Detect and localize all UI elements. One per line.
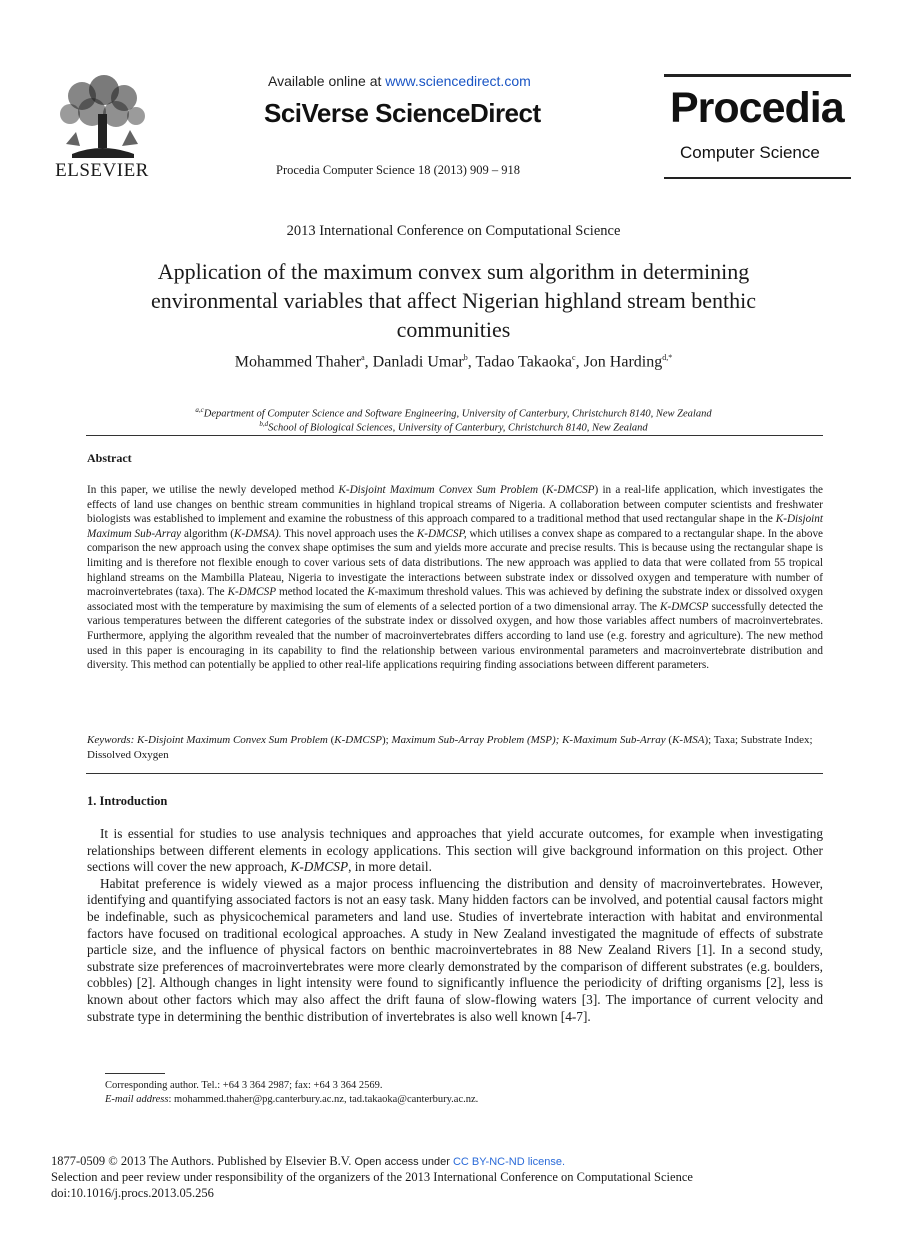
- affiliation-text: Department of Computer Science and Software Engineering, University of Canterbury, Christchurch 8140, New Zealand: [203, 408, 712, 420]
- affiliation-text: School of Biological Sciences, University of Canterbury, Christchurch 8140, New Zealand: [268, 422, 648, 434]
- corresponding-author-note: Corresponding author. Tel.: +64 3 364 2987; fax: +64 3 364 2569.: [105, 1080, 383, 1091]
- paper-title: Application of the maximum convex sum algorithm in determining environmental variables that affect Nigerian highland stream benthic communities: [151, 259, 756, 342]
- author-affil-mark: c: [572, 353, 576, 362]
- keyword-text: K-DMCSP: [334, 734, 382, 746]
- abstract-text: -maximum threshold values. This was achieved by defining the substrate index or dissolved oxygen associated most with the temperature by maximising the sum of elements of a selected portion of a two dimensional array. The: [87, 586, 823, 613]
- abstract-term: K-Disjoint Maximum Sub-Array: [87, 513, 823, 540]
- abstract-term: K-DMCSP: [660, 600, 709, 613]
- keywords: [87, 733, 823, 762]
- copyright-line: [51, 1154, 565, 1169]
- sciencedirect-link[interactable]: www.sciencedirect.com: [385, 73, 531, 89]
- abstract-text: In this paper, we utilise the newly developed method: [87, 484, 339, 496]
- abstract-term: K-DMCSP,: [416, 527, 467, 540]
- footnote-divider: [105, 1073, 165, 1074]
- keyword-text: K-MSA: [672, 734, 705, 746]
- journal-citation: Procedia Computer Science 18 (2013) 909 – 918: [276, 163, 521, 177]
- publisher-name: ELSEVIER: [55, 160, 149, 181]
- email-note: [105, 1094, 478, 1105]
- email-label: E-mail address: [105, 1094, 169, 1105]
- author-name: Jon Harding: [583, 353, 663, 371]
- abstract-term: K-DMSA).: [233, 527, 282, 540]
- abstract-term: K-Disjoint Maximum Convex Sum Problem: [338, 484, 539, 496]
- introduction-body: [87, 826, 823, 1025]
- abstract-term: K-DMCSP: [227, 586, 277, 599]
- author-list: Mohammed Thaher$^a$, Danladi Umar$^b$, Tadao Takaoka$^c$, Jon Harding$^{d,*}$: [234, 353, 673, 371]
- abstract-text: This novel approach uses the: [281, 527, 417, 540]
- abstract-term: K-DMCSP: [546, 484, 595, 496]
- author-affil-mark: a: [361, 353, 365, 362]
- affiliation: [0, 420, 907, 434]
- paragraph-term: K-DMCSP: [290, 859, 349, 875]
- procedia-word: Procedia: [670, 84, 844, 132]
- divider: [86, 773, 823, 774]
- author-affil-mark: d,*: [662, 353, 673, 362]
- abstract-text: method located the: [276, 586, 368, 599]
- availability-prefix: Available online at: [268, 73, 386, 89]
- procedia-logo: [664, 74, 851, 179]
- affiliation-mark: a,c: [195, 406, 204, 414]
- abstract-text: successfully detected the various temperatures between the different categories of the substrate index or dissolved oxygen, and how those variables affect numbers of macroinvertebrates. Furthermore, applying the algorithm revealed that the number of macroinvertebrates differs according to land use (e.g. forestry and agriculture). The new method used in this paper is encouraging in its capability to find the relationship between various environmental parameters and macroinvertebrate distribution and diversity. This method can potentially be applied to other real-life applications requiring finding associations between different parameters.: [87, 600, 823, 672]
- divider: [86, 435, 823, 436]
- platform-logo: SciVerse ScienceDirect: [264, 98, 541, 128]
- conference-name: 2013 International Conference on Computational Science: [286, 223, 621, 239]
- author-name: Tadao Takaoka: [475, 353, 572, 371]
- keyword-text: ); Taxa; Substrate Index; Dissolved Oxygen: [87, 734, 813, 761]
- keyword-text: Maximum Sub-Array Problem (MSP); K-Maximum Sub-Array: [391, 734, 666, 746]
- abstract-text: (: [538, 484, 547, 496]
- author-affil-mark: b: [463, 353, 468, 362]
- issn-copyright: 1877-0509 © 2013 The Authors. Published by Elsevier B.V.: [51, 1154, 355, 1168]
- doi: doi:10.1016/j.procs.2013.05.256: [51, 1186, 214, 1200]
- abstract-text: ) in a real-life application, which investigates the effects of land use changes on benthic stream communities in highland tropical streams of Nigeria. A collaboration between computer scientists and freshwater biologists was established to implement and examine the robustness of this approach compared to a traditional method that used rectangular shape in the: [87, 484, 824, 526]
- elsevier-logo: [52, 74, 152, 184]
- procedia-subtitle: Computer Science: [680, 143, 820, 162]
- elsevier-tree-icon: [52, 74, 152, 160]
- peer-review-note: Selection and peer review under responsibility of the organizers of the 2013 International Conference on Computational Science: [51, 1170, 693, 1184]
- abstract-body: [87, 483, 823, 673]
- license-link[interactable]: CC BY-NC-ND license.: [452, 1156, 565, 1168]
- keyword-text: (: [327, 734, 335, 746]
- paragraph: Habitat preference is widely viewed as a major process influencing the distribution and density of macroinvertebrates. However, identifying and quantifying associated factors is not an easy task. Many hidden factors can be involved, and potential causal factors might be indefinable, such as physicochemical parameters and land use. Studies of invertebrate interaction with habitat and environmental factors have focused on traditional ecological approaches. A study in New Zealand investigated the magnitude of effects of substrate particle size, and the influence of physical factors on benthic macroinvertebrates in 88 New Zealand Rivers [1]. In a second study, substrate size preferences of macroinvertebrates were more clearly demonstrated by the comparison of different substrates (e.g. boulders, cobbles) [2]. Although changes in light intensity were found to significantly influence the periodicity of drifting organisms [2], less is known about other factors which may also affect the drift fauna of slow-flowing waters [3]. The importance of current velocity and substrate type in determining the benthic distribution of invertebrates is also well known [4-7].: [87, 875, 823, 1024]
- author-name: Danladi Umar: [372, 353, 464, 371]
- keyword-text: (: [665, 734, 673, 746]
- abstract-text: algorithm (: [181, 527, 234, 540]
- affiliation-mark: b,d: [259, 420, 269, 428]
- keyword-text: Keywords: K-Disjoint Maximum Convex Sum Problem: [87, 734, 328, 746]
- section-heading: 1. Introduction: [87, 794, 168, 808]
- affiliation: [0, 406, 907, 420]
- author-name: Mohammed Thaher: [234, 353, 362, 371]
- availability-line: [268, 73, 531, 89]
- abstract-text: which utilises a convex shape as compared to a rectangular shape. In the above comparison the new approach using the convex shape optimises the sum and yields more accurate and precise results. This is because using the rectangular shape is limiting and is therefore not flexible enough to cover various sets of data distributions. The new approach was applied to data that were collated from 55 tropical highland streams on the Mambilla Plateau, Nigeria to investigate the interactions between substrate index or dissolved oxygen and temperature with number of macroinvertebrates (taxa). The: [87, 527, 823, 599]
- paragraph: [87, 826, 823, 876]
- open-access-label: Open access under: [354, 1156, 453, 1168]
- abstract-term: K: [367, 586, 375, 599]
- abstract-heading: Abstract: [87, 451, 132, 465]
- paragraph-text: It is essential for studies to use analysis techniques and approaches that yield accurate outcomes, for example when investigating relationships between different elements in ecology applications. This section will give background information on this project. Other sections will cover the new approach,: [87, 826, 823, 875]
- paragraph-text: , in more detail.: [348, 859, 432, 875]
- email-value: : mohammed.thaher@pg.canterbury.ac.nz, tad.takaoka@canterbury.ac.nz.: [168, 1094, 479, 1105]
- keyword-text: );: [381, 734, 392, 746]
